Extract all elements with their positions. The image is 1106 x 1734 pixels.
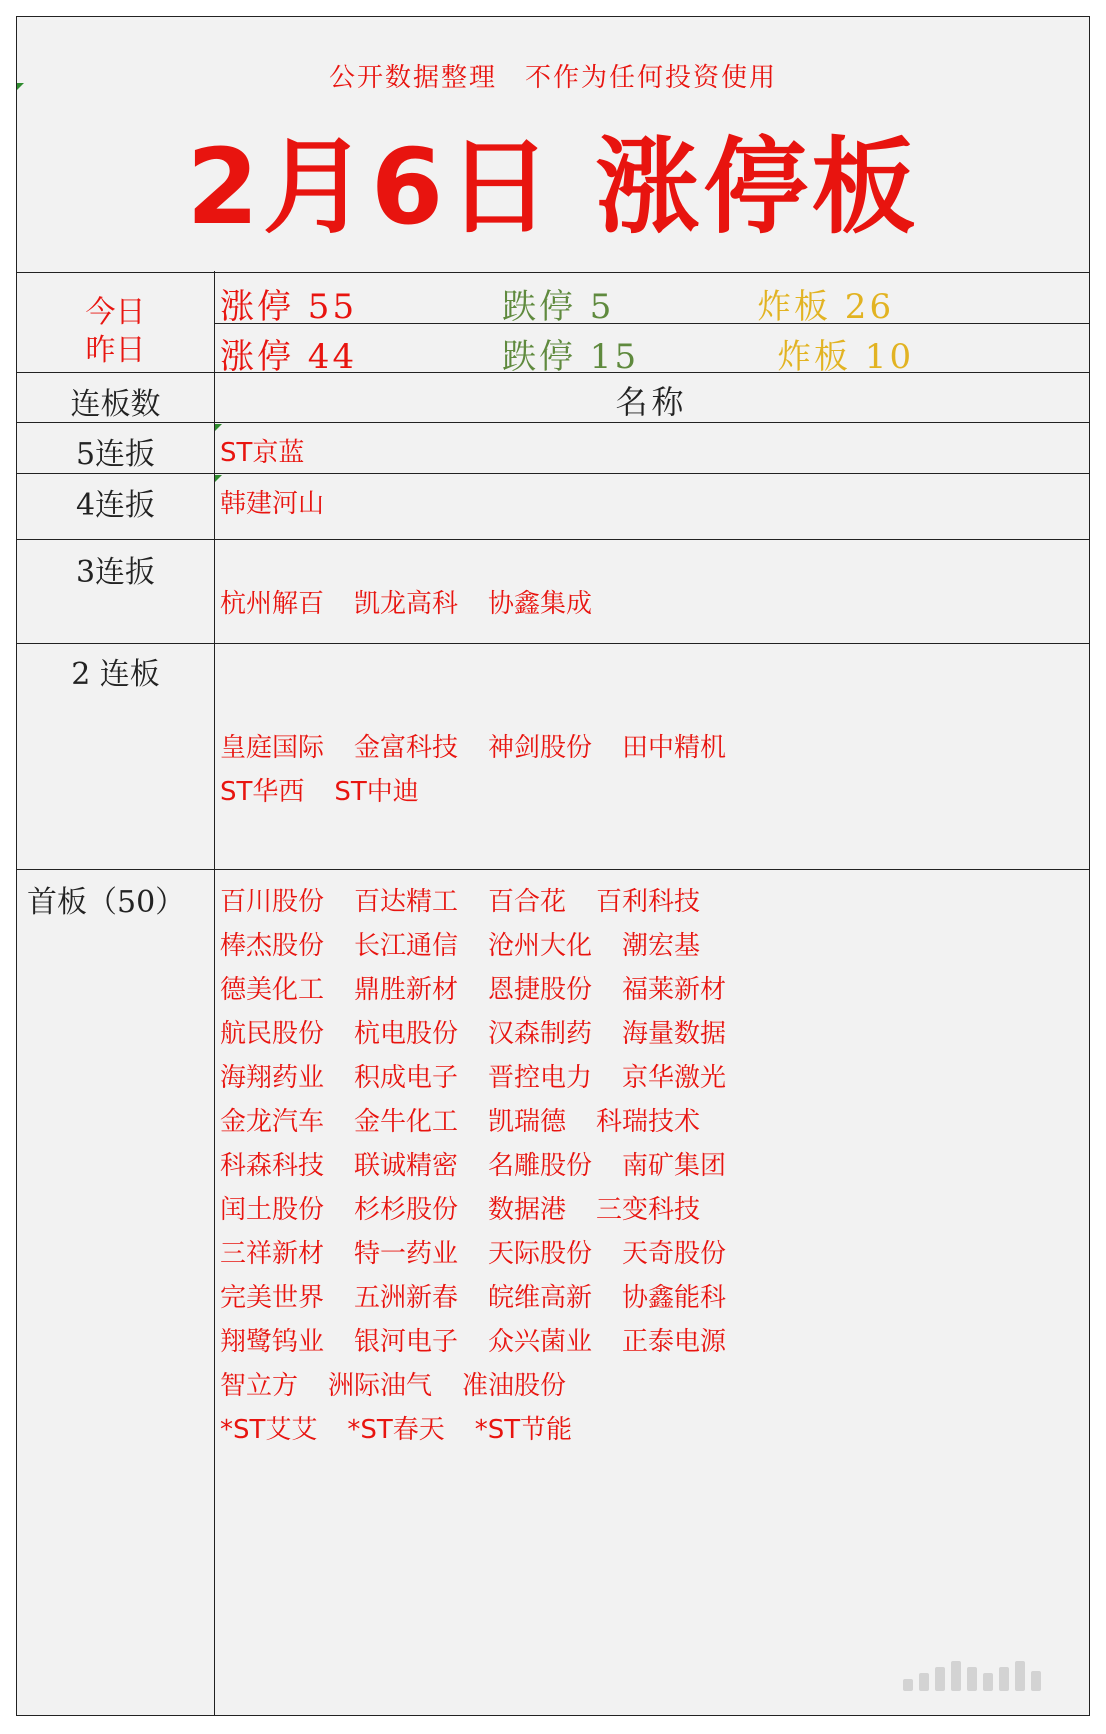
- names-first-board: [220, 881, 756, 1453]
- stock-name: 准油股份: [462, 1371, 567, 1401]
- grid-column-divider: [214, 271, 215, 1715]
- stock-name: 金龙汽车: [220, 1107, 325, 1137]
- stock-name: 联诚精密: [354, 1151, 459, 1181]
- stock-name: 沧州大化: [488, 931, 593, 961]
- name-line: [220, 583, 622, 627]
- names-2-streak: [220, 727, 756, 815]
- stock-name: 潮宏基: [622, 931, 701, 961]
- name-line: [220, 1321, 756, 1365]
- name-line: [220, 969, 756, 1013]
- disclaimer-text: 公开数据整理 不作为任何投资使用: [328, 63, 777, 93]
- stock-name: 杭电股份: [354, 1019, 459, 1049]
- stock-name: 科瑞技术: [596, 1107, 701, 1137]
- stock-name: 韩建河山: [220, 489, 325, 519]
- stock-name: 福莱新材: [622, 975, 727, 1005]
- header-streak-count: 连板数: [70, 387, 161, 422]
- row-label-2-streak: 2 连板: [71, 657, 160, 692]
- name-line: [220, 1145, 756, 1189]
- header-section: [17, 17, 1089, 273]
- row-label-5-streak: 5连扳: [75, 437, 156, 472]
- stock-name: 皖维高新: [488, 1283, 593, 1313]
- grid-line: [17, 869, 1089, 870]
- stock-name: 数据港: [488, 1195, 567, 1225]
- names-5-streak: [220, 432, 334, 476]
- stock-name: 神剑股份: [488, 733, 593, 763]
- row-label-first-board: 首板（50）: [27, 885, 186, 920]
- yesterday-limit-down: 跌停 15: [502, 337, 640, 377]
- stock-name: 银河电子: [354, 1327, 459, 1357]
- stock-name: 完美世界: [220, 1283, 325, 1313]
- stock-name: 三变科技: [596, 1195, 701, 1225]
- today-broken: 炸板 26: [757, 287, 895, 327]
- stock-name: 百川股份: [220, 887, 325, 917]
- label-yesterday: 昨日: [85, 333, 146, 368]
- names-4-streak: [220, 483, 354, 527]
- stock-name: 凯龙高科: [354, 589, 459, 619]
- stock-name: 田中精机: [622, 733, 727, 763]
- stock-name: 德美化工: [220, 975, 325, 1005]
- label-today: 今日: [85, 295, 146, 330]
- today-limit-down: 跌停 5: [502, 287, 615, 327]
- name-line: [220, 1057, 756, 1101]
- stock-name: *ST节能: [474, 1415, 573, 1445]
- stock-name: 协鑫能科: [622, 1283, 727, 1313]
- stock-name: 积成电子: [354, 1063, 459, 1093]
- grid-line: [17, 643, 1089, 644]
- stock-name: 五洲新春: [354, 1283, 459, 1313]
- names-3-streak: [220, 583, 622, 627]
- stock-name: 汉森制药: [488, 1019, 593, 1049]
- stock-name: *ST艾艾: [220, 1415, 318, 1445]
- grid-line: [17, 539, 1089, 540]
- stock-name: 金牛化工: [354, 1107, 459, 1137]
- stock-name: 晋控电力: [488, 1063, 593, 1093]
- stock-name: 三祥新材: [220, 1239, 325, 1269]
- stock-name: 百合花: [488, 887, 567, 917]
- stock-name: 众兴菌业: [488, 1327, 593, 1357]
- stock-name: 棒杰股份: [220, 931, 325, 961]
- name-line: [220, 1189, 756, 1233]
- name-line: [220, 1409, 756, 1453]
- stock-name: 洲际油气: [328, 1371, 433, 1401]
- watermark-bars-icon: [903, 1661, 1053, 1691]
- yesterday-broken: 炸板 10: [777, 337, 915, 377]
- stock-name: 特一药业: [354, 1239, 459, 1269]
- stock-name: 鼎胜新材: [354, 975, 459, 1005]
- page-title: 2月6日 涨停板: [186, 126, 920, 248]
- name-line: [220, 881, 756, 925]
- stock-name: 百达精工: [354, 887, 459, 917]
- stock-name: 皇庭国际: [220, 733, 325, 763]
- row-label-4-streak: 4连扳: [75, 488, 156, 523]
- name-line: [220, 727, 756, 771]
- stock-name: 长江通信: [354, 931, 459, 961]
- stock-name: 天际股份: [488, 1239, 593, 1269]
- stock-name: ST中迪: [334, 777, 419, 807]
- name-line: [220, 483, 354, 527]
- stock-name: ST华西: [220, 777, 305, 807]
- name-line: [220, 1365, 756, 1409]
- name-line: [220, 1233, 756, 1277]
- grid-line: [17, 473, 1089, 474]
- stock-name: 凯瑞德: [488, 1107, 567, 1137]
- stock-name: 南矿集团: [622, 1151, 727, 1181]
- stock-name: *ST春天: [347, 1415, 445, 1445]
- spreadsheet-page: [16, 16, 1090, 1716]
- stock-name: 杉杉股份: [354, 1195, 459, 1225]
- name-line: [220, 925, 756, 969]
- stock-name: 航民股份: [220, 1019, 325, 1049]
- name-line: [220, 1013, 756, 1057]
- stock-name: 正泰电源: [622, 1327, 727, 1357]
- name-line: [220, 1101, 756, 1145]
- stock-name: 名雕股份: [488, 1151, 593, 1181]
- stock-name: ST京蓝: [220, 438, 305, 468]
- stock-name: 恩捷股份: [488, 975, 593, 1005]
- stock-name: 金富科技: [354, 733, 459, 763]
- stock-name: 协鑫集成: [488, 589, 593, 619]
- name-line: [220, 771, 756, 815]
- stock-name: 杭州解百: [220, 589, 325, 619]
- stock-name: 京华激光: [622, 1063, 727, 1093]
- name-line: [220, 1277, 756, 1321]
- stock-name: 天奇股份: [622, 1239, 727, 1269]
- stock-name: 闰土股份: [220, 1195, 325, 1225]
- cell-comment-marker-icon: [215, 424, 222, 431]
- stock-name: 翔鹭钨业: [220, 1327, 325, 1357]
- stock-name: 智立方: [220, 1371, 299, 1401]
- header-stock-name: 名称: [615, 383, 688, 421]
- row-label-3-streak: 3连扳: [75, 555, 156, 590]
- today-limit-up: 涨停 55: [220, 287, 358, 327]
- yesterday-limit-up: 涨停 44: [220, 337, 358, 377]
- stock-name: 海翔药业: [220, 1063, 325, 1093]
- name-line: [220, 432, 334, 476]
- stock-name: 科森科技: [220, 1151, 325, 1181]
- stock-name: 海量数据: [622, 1019, 727, 1049]
- stock-name: 百利科技: [596, 887, 701, 917]
- cell-comment-marker-icon: [215, 475, 222, 482]
